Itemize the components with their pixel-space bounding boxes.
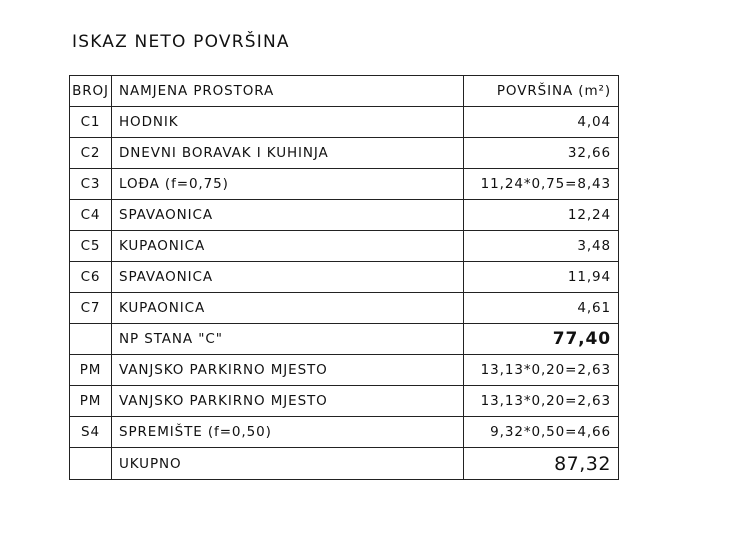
subtotal-broj bbox=[70, 324, 112, 355]
header-broj: BROJ bbox=[70, 76, 112, 107]
table-row bbox=[70, 200, 619, 231]
area-table bbox=[69, 75, 619, 480]
table-row bbox=[70, 293, 619, 324]
row-povrsina: 4,04 bbox=[464, 107, 619, 138]
row-broj: S4 bbox=[70, 417, 112, 448]
row-povrsina: 11,24*0,75=8,43 bbox=[464, 169, 619, 200]
header-povrsina: POVRŠINA (m²) bbox=[464, 76, 619, 107]
row-povrsina: 9,32*0,50=4,66 bbox=[464, 417, 619, 448]
subtotal-row bbox=[70, 324, 619, 355]
row-povrsina: 4,61 bbox=[464, 293, 619, 324]
row-broj: C7 bbox=[70, 293, 112, 324]
row-namjena: VANJSKO PARKIRNO MJESTO bbox=[112, 386, 464, 417]
row-broj: C3 bbox=[70, 169, 112, 200]
row-namjena: HODNIK bbox=[112, 107, 464, 138]
row-povrsina: 13,13*0,20=2,63 bbox=[464, 355, 619, 386]
row-namjena: DNEVNI BORAVAK I KUHINJA bbox=[112, 138, 464, 169]
row-povrsina: 3,48 bbox=[464, 231, 619, 262]
table-header-row bbox=[70, 76, 619, 107]
row-broj: PM bbox=[70, 386, 112, 417]
row-broj: C1 bbox=[70, 107, 112, 138]
row-povrsina: 32,66 bbox=[464, 138, 619, 169]
table-row bbox=[70, 355, 619, 386]
row-broj: C2 bbox=[70, 138, 112, 169]
row-namjena: LOĐA (f=0,75) bbox=[112, 169, 464, 200]
table-row bbox=[70, 231, 619, 262]
row-povrsina: 13,13*0,20=2,63 bbox=[464, 386, 619, 417]
header-namjena: NAMJENA PROSTORA bbox=[112, 76, 464, 107]
total-value: 87,32 bbox=[464, 448, 619, 480]
row-broj: PM bbox=[70, 355, 112, 386]
row-namjena: SPAVAONICA bbox=[112, 262, 464, 293]
subtotal-value: 77,40 bbox=[464, 324, 619, 355]
row-povrsina: 11,94 bbox=[464, 262, 619, 293]
row-namjena: SPAVAONICA bbox=[112, 200, 464, 231]
table-row bbox=[70, 417, 619, 448]
row-namjena: KUPAONICA bbox=[112, 293, 464, 324]
table-row bbox=[70, 138, 619, 169]
total-label: UKUPNO bbox=[112, 448, 464, 480]
row-broj: C4 bbox=[70, 200, 112, 231]
page-title: ISKAZ NETO POVRŠINA bbox=[72, 32, 290, 52]
row-namjena: KUPAONICA bbox=[112, 231, 464, 262]
row-povrsina: 12,24 bbox=[464, 200, 619, 231]
row-namjena: SPREMIŠTE (f=0,50) bbox=[112, 417, 464, 448]
row-namjena: VANJSKO PARKIRNO MJESTO bbox=[112, 355, 464, 386]
table-row bbox=[70, 386, 619, 417]
table-row bbox=[70, 107, 619, 138]
subtotal-label: NP STANA "C" bbox=[112, 324, 464, 355]
total-broj bbox=[70, 448, 112, 480]
row-broj: C6 bbox=[70, 262, 112, 293]
table-row bbox=[70, 169, 619, 200]
total-row bbox=[70, 448, 619, 480]
row-broj: C5 bbox=[70, 231, 112, 262]
table-row bbox=[70, 262, 619, 293]
